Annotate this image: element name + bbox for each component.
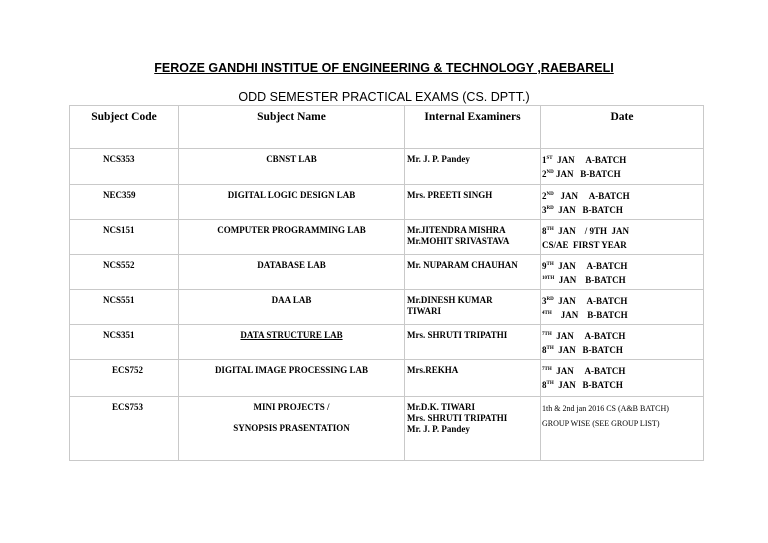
date-line: 2ND JAN B-BATCH xyxy=(542,168,621,179)
internal-examiners xyxy=(405,255,541,290)
subject-name: DATA STRUCTURE LAB xyxy=(179,325,405,360)
table-row xyxy=(70,325,704,360)
subject-code: ECS753 xyxy=(70,397,179,461)
column-header-subject-code: Subject Code xyxy=(70,106,179,149)
date-line: 3RD JAN A-BATCH xyxy=(542,296,628,306)
date-line: 3RD JAN B-BATCH xyxy=(542,204,623,215)
exam-subtitle: ODD SEMESTER PRACTICAL EXAMS (CS. DPTT.) xyxy=(238,90,530,104)
exam-date xyxy=(541,325,704,360)
date-line: 1th & 2nd jan 2016 CS (A&B BATCH) xyxy=(542,404,669,413)
table-row xyxy=(70,255,704,290)
internal-examiners xyxy=(405,290,541,325)
table-row xyxy=(70,185,704,220)
exam-date xyxy=(541,290,704,325)
table-header-row xyxy=(70,106,704,149)
examiner: TIWARI xyxy=(407,306,442,316)
date-line: 8TH JAN / 9TH JAN xyxy=(542,226,629,236)
exam-date xyxy=(541,185,704,220)
subject-code: NCS551 xyxy=(70,290,179,325)
subject-name: CBNST LAB xyxy=(179,149,405,185)
column-header-internal-examiners: Internal Examiners xyxy=(405,106,541,149)
date-line: 8TH JAN B-BATCH xyxy=(542,344,623,355)
subject-code: NCS552 xyxy=(70,255,179,290)
subject-code: NCS151 xyxy=(70,220,179,255)
exam-date xyxy=(541,397,704,461)
table-row xyxy=(70,220,704,255)
subject-code: NCS353 xyxy=(70,149,179,185)
subject-name: MINI PROJECTS / SYNOPSIS PRASENTATION xyxy=(179,397,405,461)
internal-examiners xyxy=(405,360,541,397)
table-row xyxy=(70,290,704,325)
exam-date xyxy=(541,149,704,185)
examiner: Mr. NUPARAM CHAUHAN xyxy=(407,260,518,270)
column-header-subject-name: Subject Name xyxy=(179,106,405,149)
examiner: Mr. J. P. Pandey xyxy=(407,154,470,164)
examiner: Mrs. PREETI SINGH xyxy=(407,190,493,200)
examiner: Mrs. SHRUTI TRIPATHI xyxy=(407,413,508,423)
examiner: Mrs.REKHA xyxy=(407,365,459,375)
institute-title: FEROZE GANDHI INSTITUE OF ENGINEERING & TECHNOLOGY ,RAEBARELI xyxy=(154,61,614,75)
date-line: $^{10TH}$ JAN B-BATCH xyxy=(542,274,626,285)
internal-examiners xyxy=(405,220,541,255)
subject-name: DAA LAB xyxy=(179,290,405,325)
examiner: Mr. J. P. Pandey xyxy=(407,424,470,434)
table-row xyxy=(70,360,704,397)
internal-examiners xyxy=(405,149,541,185)
subject-name: DIGITAL IMAGE PROCESSING LAB xyxy=(179,360,405,397)
date-line: 8TH JAN B-BATCH xyxy=(542,379,623,390)
subject-code: NEC359 xyxy=(70,185,179,220)
date-line: GROUP WISE (SEE GROUP LIST) xyxy=(542,419,660,428)
date-line: 1ST JAN A-BATCH xyxy=(542,155,627,165)
exam-date xyxy=(541,360,704,397)
examiner: Mr.MOHIT SRIVASTAVA xyxy=(407,236,510,246)
date-line: 9TH JAN A-BATCH xyxy=(542,261,628,271)
date-line: $^{7TH}$ JAN A-BATCH xyxy=(542,366,626,376)
internal-examiners xyxy=(405,397,541,461)
internal-examiners xyxy=(405,185,541,220)
examiner: Mr.DINESH KUMAR xyxy=(407,295,493,305)
table-row xyxy=(70,397,704,461)
date-line: $^{7TH}$ JAN A-BATCH xyxy=(542,331,626,341)
table-row xyxy=(70,149,704,185)
column-header-date: Date xyxy=(541,106,704,149)
exam-date xyxy=(541,255,704,290)
subject-name: DIGITAL LOGIC DESIGN LAB xyxy=(179,185,405,220)
subject-code: ECS752 xyxy=(70,360,179,397)
examiner: Mr.JITENDRA MISHRA xyxy=(407,225,506,235)
internal-examiners xyxy=(405,325,541,360)
date-line: $^{4TH}$ JAN B-BATCH xyxy=(542,309,628,320)
subject-code: NCS351 xyxy=(70,325,179,360)
subject-name: DATABASE LAB xyxy=(179,255,405,290)
date-line: CS/AE FIRST YEAR xyxy=(542,239,627,250)
examiner: Mrs. SHRUTI TRIPATHI xyxy=(407,330,508,340)
subject-name: COMPUTER PROGRAMMING LAB xyxy=(179,220,405,255)
exam-date xyxy=(541,220,704,255)
date-line: 2ND JAN A-BATCH xyxy=(542,191,630,201)
exam-schedule-table xyxy=(69,105,704,461)
examiner: Mr.D.K. TIWARI xyxy=(407,402,476,412)
